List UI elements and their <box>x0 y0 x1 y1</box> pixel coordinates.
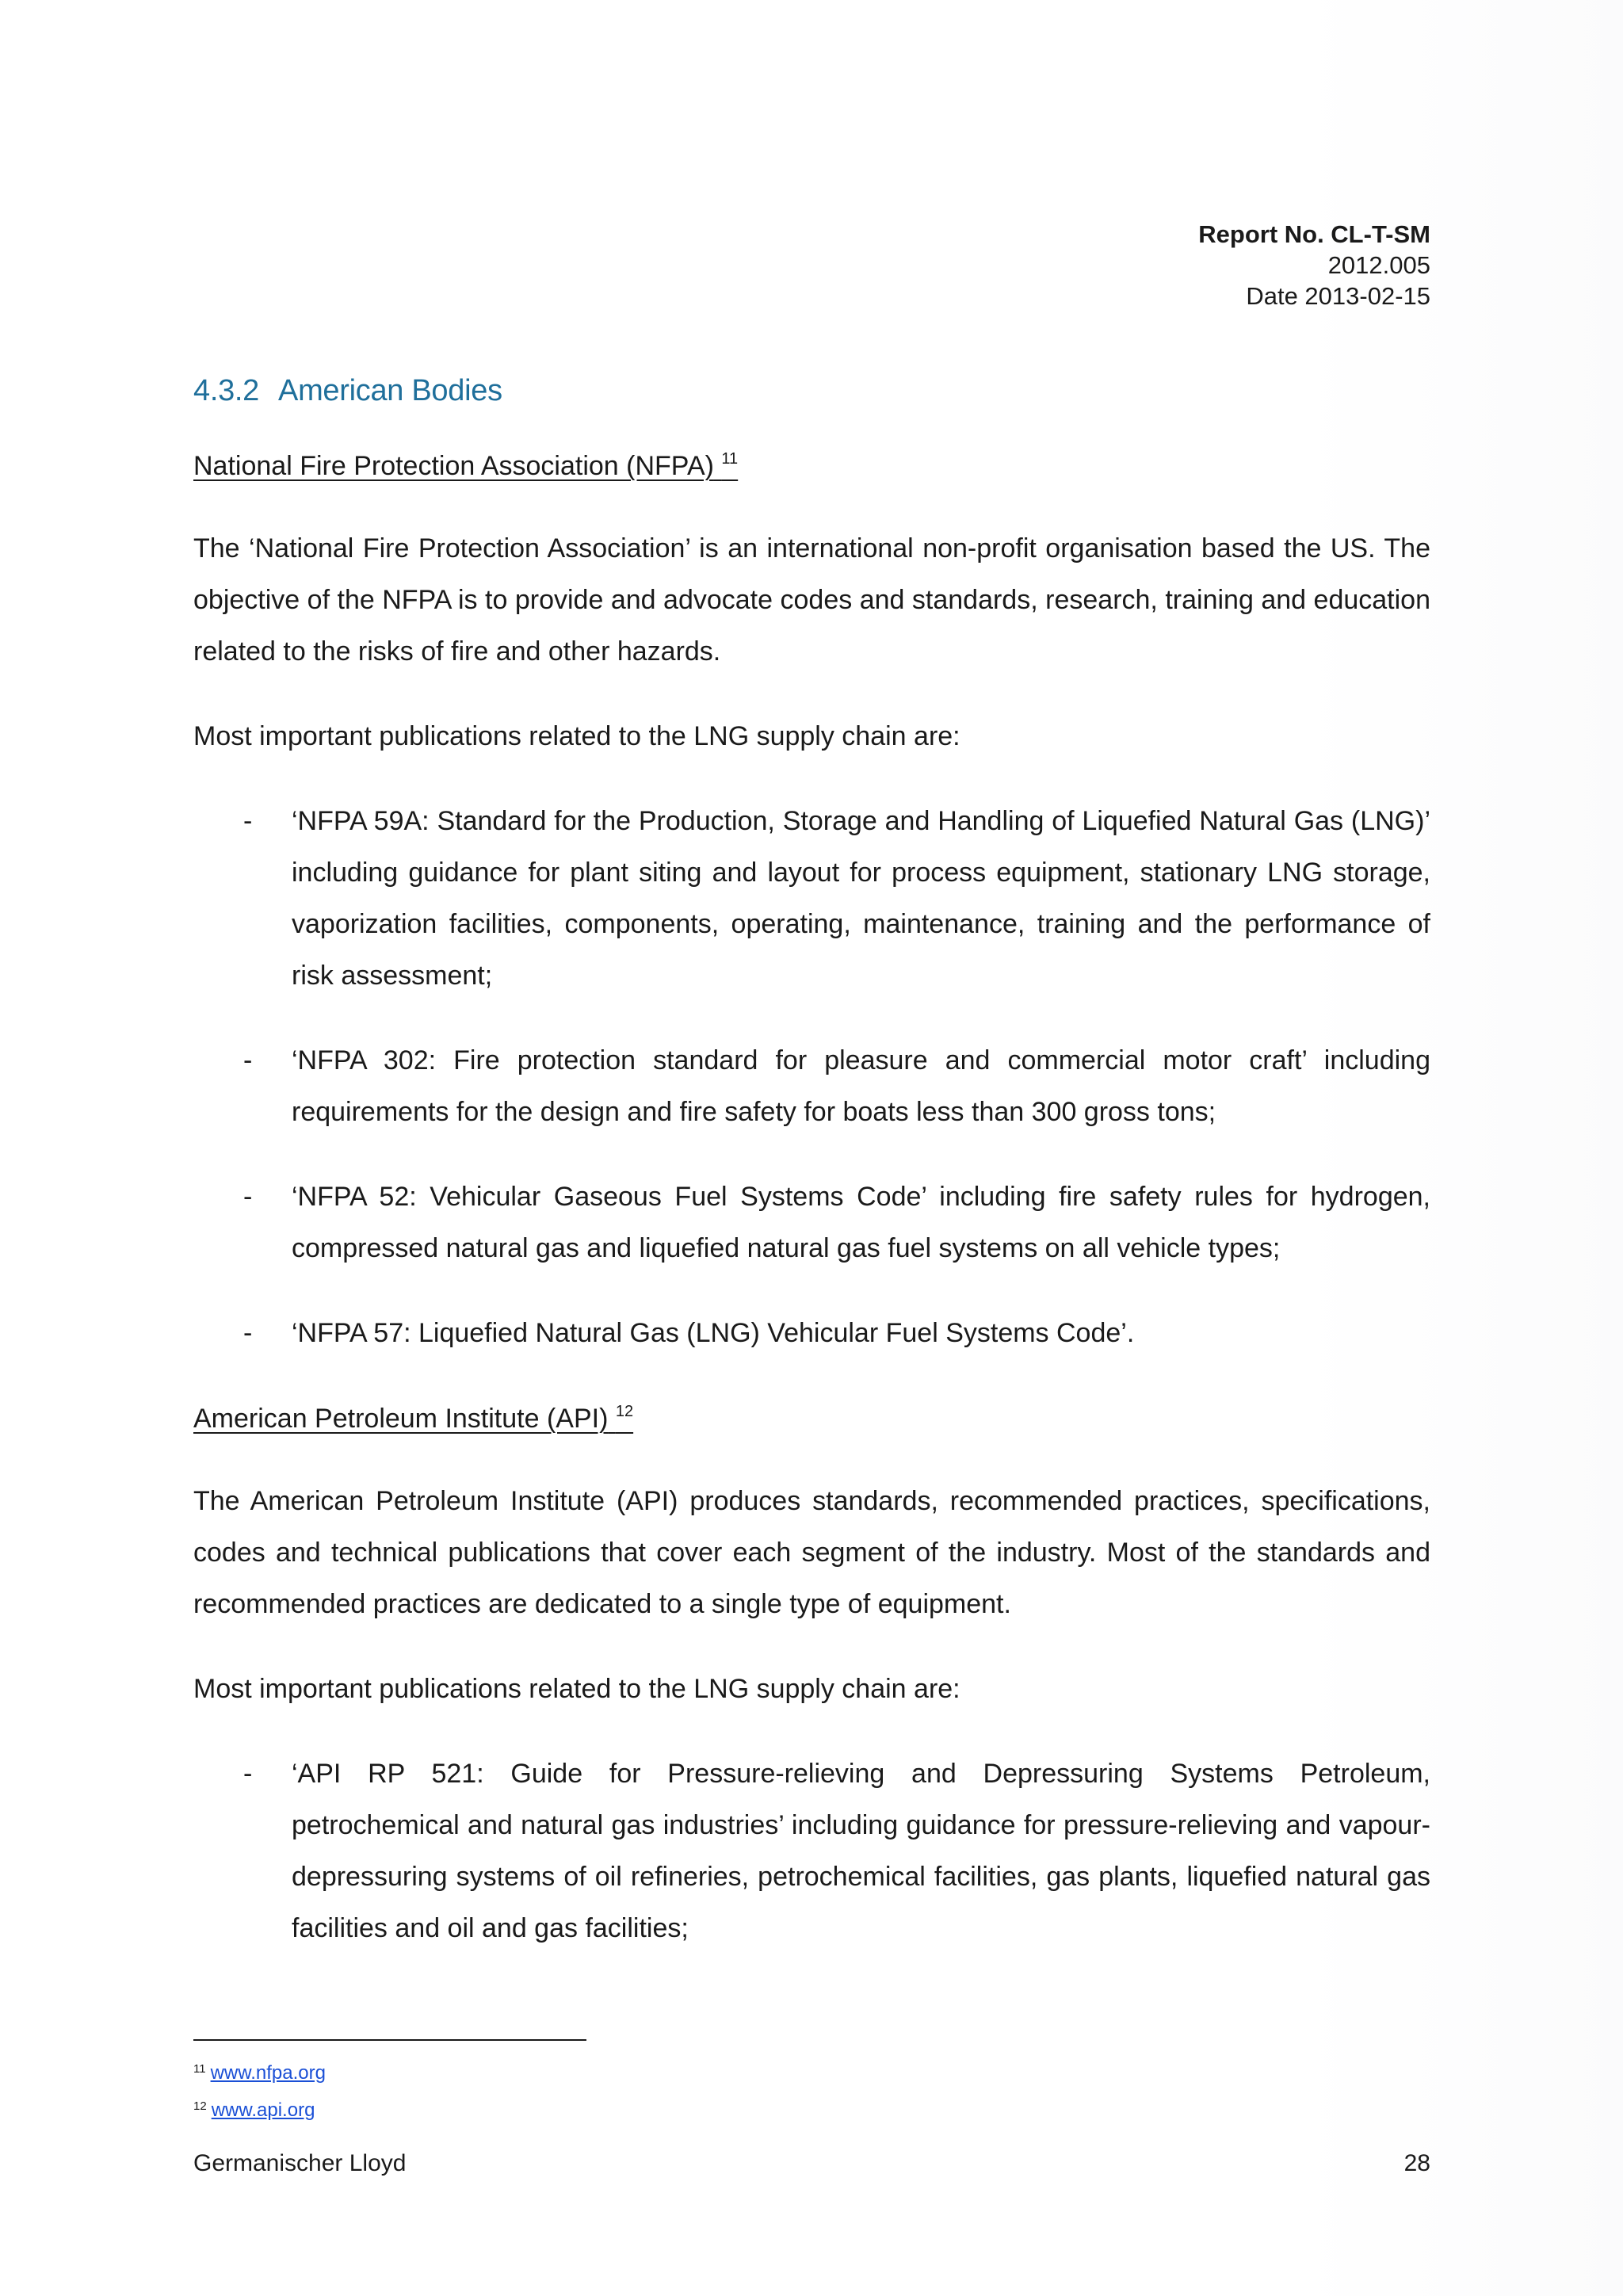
report-header <box>1198 219 1430 311</box>
footnote-link-nfpa[interactable]: www.nfpa.org <box>210 2062 326 2084</box>
list-item-text: ‘NFPA 302: Fire protection standard for pleasure and commercial motor craft’ including requirements for the design and fire safety for boats less than 300 gross tons; <box>292 1045 1430 1127</box>
api-footnote-ref: 12 <box>615 1403 634 1420</box>
nfpa-paragraph: The ‘National Fire Protection Association’ is an international non-profit organisation based the US. The objective of the NFPA is to provide and advocate codes and standards, research, training and education related to the risks of fire and other hazards. <box>193 533 1430 667</box>
footnote-number: 11 <box>193 2062 206 2076</box>
api-intro: Most important publications related to the LNG supply chain are: <box>193 1674 960 1704</box>
list-item-text: ‘NFPA 52: Vehicular Gaseous Fuel Systems Code’ including fire safety rules for hydrogen, compressed natural gas and liquefied natural gas fuel systems on all vehicle types; <box>292 1182 1430 1263</box>
page-content <box>193 374 1430 1988</box>
footnote <box>193 2053 326 2090</box>
footnotes <box>193 2053 326 2127</box>
list-item <box>193 1171 1430 1274</box>
bullet-dash: - <box>243 1045 253 1075</box>
nfpa-heading-text: National Fire Protection Association (NFPA) <box>193 451 714 481</box>
footer-company: Germanischer Lloyd <box>193 2150 407 2176</box>
report-date: Date 2013-02-15 <box>1246 282 1430 310</box>
api-heading <box>193 1392 1430 1438</box>
list-item <box>193 796 1430 1002</box>
footnote <box>193 2090 326 2127</box>
list-item <box>193 1035 1430 1138</box>
section-title: American Bodies <box>278 374 502 407</box>
footnote-number: 12 <box>193 2099 207 2113</box>
report-number: Report No. CL-T-SM <box>1198 220 1430 248</box>
footnote-link-api[interactable]: www.api.org <box>211 2099 315 2121</box>
list-item-text: ‘NFPA 59A: Standard for the Production, Storage and Handling of Liquefied Natural Gas (LNG)’ including guidance for plant siting and layout for process equipment, stationary LNG storage, vaporization facilities, components, operating, maintenance, training and the performance of risk assessment; <box>292 806 1430 991</box>
list-item <box>193 1748 1430 1954</box>
list-item <box>193 1308 1430 1359</box>
section-number: 4.3.2 <box>193 374 260 407</box>
page-number: 28 <box>1403 2150 1430 2176</box>
page-footer <box>193 2150 1430 2177</box>
api-publication-list <box>193 1748 1430 1954</box>
bullet-dash: - <box>243 806 253 836</box>
list-item-text: ‘API RP 521: Guide for Pressure-relieving and Depressuring Systems Petroleum, petrochemical and natural gas industries’ including guidance for pressure-relieving and vapour-depressuring systems of oil refineries, petrochemical facilities, gas plants, liquefied natural gas facilities and oil and gas facilities; <box>292 1759 1430 1943</box>
api-paragraph: The American Petroleum Institute (API) produces standards, recommended practices, specifications, codes and technical publications that cover each segment of the industry. Most of the standards and recommended practices are dedicated to a single type of equipment. <box>193 1486 1430 1619</box>
bullet-dash: - <box>243 1182 253 1212</box>
report-sub-number: 2012.005 <box>1327 251 1430 279</box>
nfpa-publication-list <box>193 796 1430 1359</box>
list-item-text: ‘NFPA 57: Liquefied Natural Gas (LNG) Vehicular Fuel Systems Code’. <box>292 1318 1135 1348</box>
bullet-dash: - <box>243 1318 253 1348</box>
api-heading-text: American Petroleum Institute (API) <box>193 1404 609 1434</box>
bullet-dash: - <box>243 1759 253 1789</box>
footnote-divider <box>193 2039 586 2041</box>
nfpa-heading <box>193 440 1430 485</box>
nfpa-intro: Most important publications related to the LNG supply chain are: <box>193 721 960 751</box>
section-heading <box>193 374 1430 408</box>
nfpa-footnote-ref: 11 <box>721 450 739 468</box>
